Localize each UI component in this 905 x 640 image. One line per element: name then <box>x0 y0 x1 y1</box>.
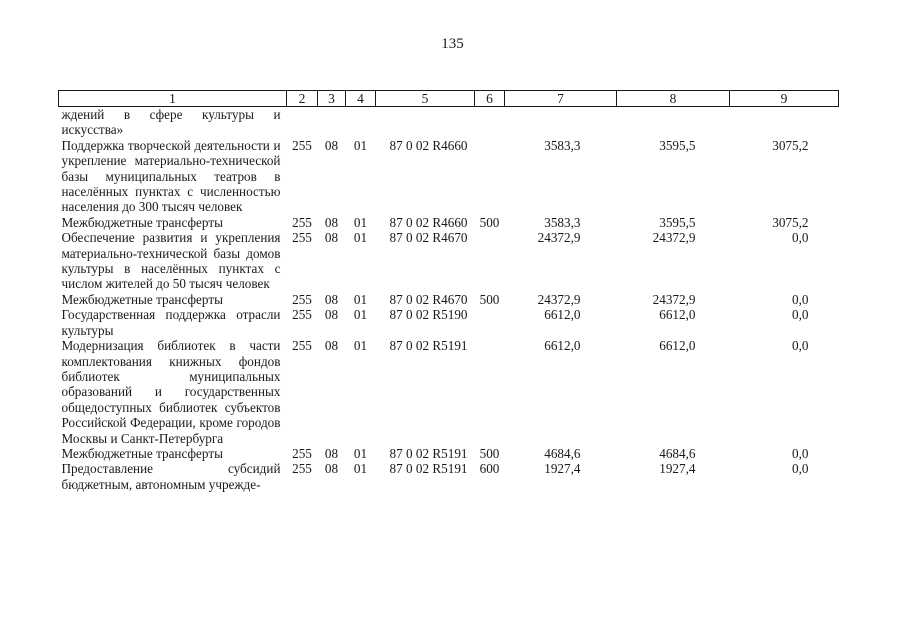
expense-type-code: 500 <box>479 291 500 307</box>
amount-col-9: 0,0 <box>792 230 809 246</box>
target-article-code: 87 0 02 R4670 <box>389 230 468 246</box>
subsection-code: 01 <box>353 445 368 461</box>
expense-type-code <box>475 230 505 292</box>
column-header: 5 <box>376 91 475 107</box>
section-code: 08 <box>324 461 339 477</box>
amount-col-9: 3075,2 <box>772 137 809 153</box>
ministry-code: 255 <box>292 137 312 153</box>
ministry-code: 255 <box>292 445 312 461</box>
expense-type-code: 500 <box>479 445 500 461</box>
amount-col-7: 3583,3 <box>544 137 581 153</box>
amount-col-9: 3075,2 <box>772 214 809 230</box>
ministry-code: 255 <box>292 338 312 354</box>
ministry-code <box>287 107 318 138</box>
item-name: Межбюджетные трансферты <box>61 291 223 307</box>
amount-col-8: 24372,9 <box>652 291 696 307</box>
expense-type-code: 500 <box>479 214 500 230</box>
amount-col-7: 6612,0 <box>544 338 581 354</box>
item-name: Межбюджетные трансферты <box>61 214 223 230</box>
column-header: 4 <box>346 91 376 107</box>
amount-col-8: 6612,0 <box>659 307 696 323</box>
table-row <box>59 338 839 446</box>
amount-col-8 <box>617 107 730 138</box>
amount-col-9: 0,0 <box>792 291 809 307</box>
amount-col-7: 4684,6 <box>544 445 581 461</box>
subsection-code: 01 <box>353 137 368 153</box>
amount-col-8: 3595,5 <box>659 137 696 153</box>
subsection-code: 01 <box>353 307 368 323</box>
expense-type-code: 600 <box>479 461 500 477</box>
amount-col-7: 1927,4 <box>544 461 581 477</box>
section-code <box>318 107 346 138</box>
subsection-code <box>346 107 376 138</box>
expense-type-code <box>475 138 505 215</box>
table-row <box>59 138 839 215</box>
expense-type-code <box>475 107 505 138</box>
item-name: Межбюджетные трансферты <box>61 445 223 461</box>
ministry-code: 255 <box>292 230 312 246</box>
amount-col-7: 24372,9 <box>537 230 581 246</box>
ministry-code: 255 <box>292 461 312 477</box>
subsection-code: 01 <box>353 214 368 230</box>
item-name: ждений в сфере культуры и искусства» <box>61 107 281 138</box>
amount-col-7: 24372,9 <box>537 291 581 307</box>
section-code: 08 <box>324 230 339 246</box>
subsection-code: 01 <box>353 338 368 354</box>
table-row <box>59 307 839 338</box>
table-row <box>59 107 839 138</box>
table-row <box>59 230 839 292</box>
amount-col-9 <box>730 107 839 138</box>
amount-col-9: 0,0 <box>792 307 809 323</box>
column-number-header-row <box>59 91 839 107</box>
table-row <box>59 215 839 230</box>
subsection-code: 01 <box>353 230 368 246</box>
amount-col-8: 6612,0 <box>659 338 696 354</box>
table-body <box>59 107 839 493</box>
column-header: 1 <box>59 91 287 107</box>
target-article-code: 87 0 02 R5191 <box>389 338 468 354</box>
section-code: 08 <box>324 214 339 230</box>
item-name: Поддержка творческой деятельности и укрепление материально-технической базы муниципальных театров в населённых пунктах с численностью населения до 300 тысяч человек <box>61 137 281 215</box>
amount-col-8: 3595,5 <box>659 214 696 230</box>
amount-col-7: 6612,0 <box>544 307 581 323</box>
column-header: 2 <box>287 91 318 107</box>
target-article-code: 87 0 02 R4660 <box>389 214 468 230</box>
ministry-code: 255 <box>292 307 312 323</box>
amount-col-8: 1927,4 <box>659 461 696 477</box>
table-row <box>59 461 839 492</box>
section-code: 08 <box>324 291 339 307</box>
amount-col-9: 0,0 <box>792 338 809 354</box>
target-article-code: 87 0 02 R4670 <box>389 291 468 307</box>
column-header: 7 <box>505 91 617 107</box>
amount-col-9: 0,0 <box>792 461 809 477</box>
section-code: 08 <box>324 445 339 461</box>
amount-col-7 <box>505 107 617 138</box>
budget-table <box>58 90 839 492</box>
target-article-code: 87 0 02 R4660 <box>389 137 468 153</box>
target-article-code: 87 0 02 R5191 <box>389 445 468 461</box>
column-header: 3 <box>318 91 346 107</box>
item-name: Обеспечение развития и укрепления материально-технической базы домов культуры в населённых пунктах с числом жителей до 50 тысяч человек <box>61 230 281 292</box>
section-code: 08 <box>324 137 339 153</box>
column-header: 8 <box>617 91 730 107</box>
target-article-code: 87 0 02 R5191 <box>389 461 468 477</box>
column-header: 6 <box>475 91 505 107</box>
item-name: Модернизация библиотек в части комплектования книжных фондов библиотек муниципальных образований и государственных общедоступных библиотек субъектов Российской Федерации, кроме городов Москвы и Санкт-Петербурга <box>61 338 281 446</box>
page-number: 135 <box>441 36 464 52</box>
expense-type-code <box>475 338 505 446</box>
table-row <box>59 446 839 461</box>
section-code: 08 <box>324 338 339 354</box>
expense-type-code <box>475 307 505 338</box>
target-article-code <box>376 107 475 138</box>
column-header: 9 <box>730 91 839 107</box>
section-code: 08 <box>324 307 339 323</box>
item-name: Государственная поддержка отрасли культуры <box>61 307 281 338</box>
table-row <box>59 292 839 307</box>
subsection-code: 01 <box>353 461 368 477</box>
target-article-code: 87 0 02 R5190 <box>389 307 468 323</box>
amount-col-8: 4684,6 <box>659 445 696 461</box>
subsection-code: 01 <box>353 291 368 307</box>
amount-col-8: 24372,9 <box>652 230 696 246</box>
ministry-code: 255 <box>292 214 312 230</box>
ministry-code: 255 <box>292 291 312 307</box>
amount-col-7: 3583,3 <box>544 214 581 230</box>
item-name: Предоставление субсидий бюджетным, автономным учрежде- <box>61 461 281 492</box>
amount-col-9: 0,0 <box>792 445 809 461</box>
